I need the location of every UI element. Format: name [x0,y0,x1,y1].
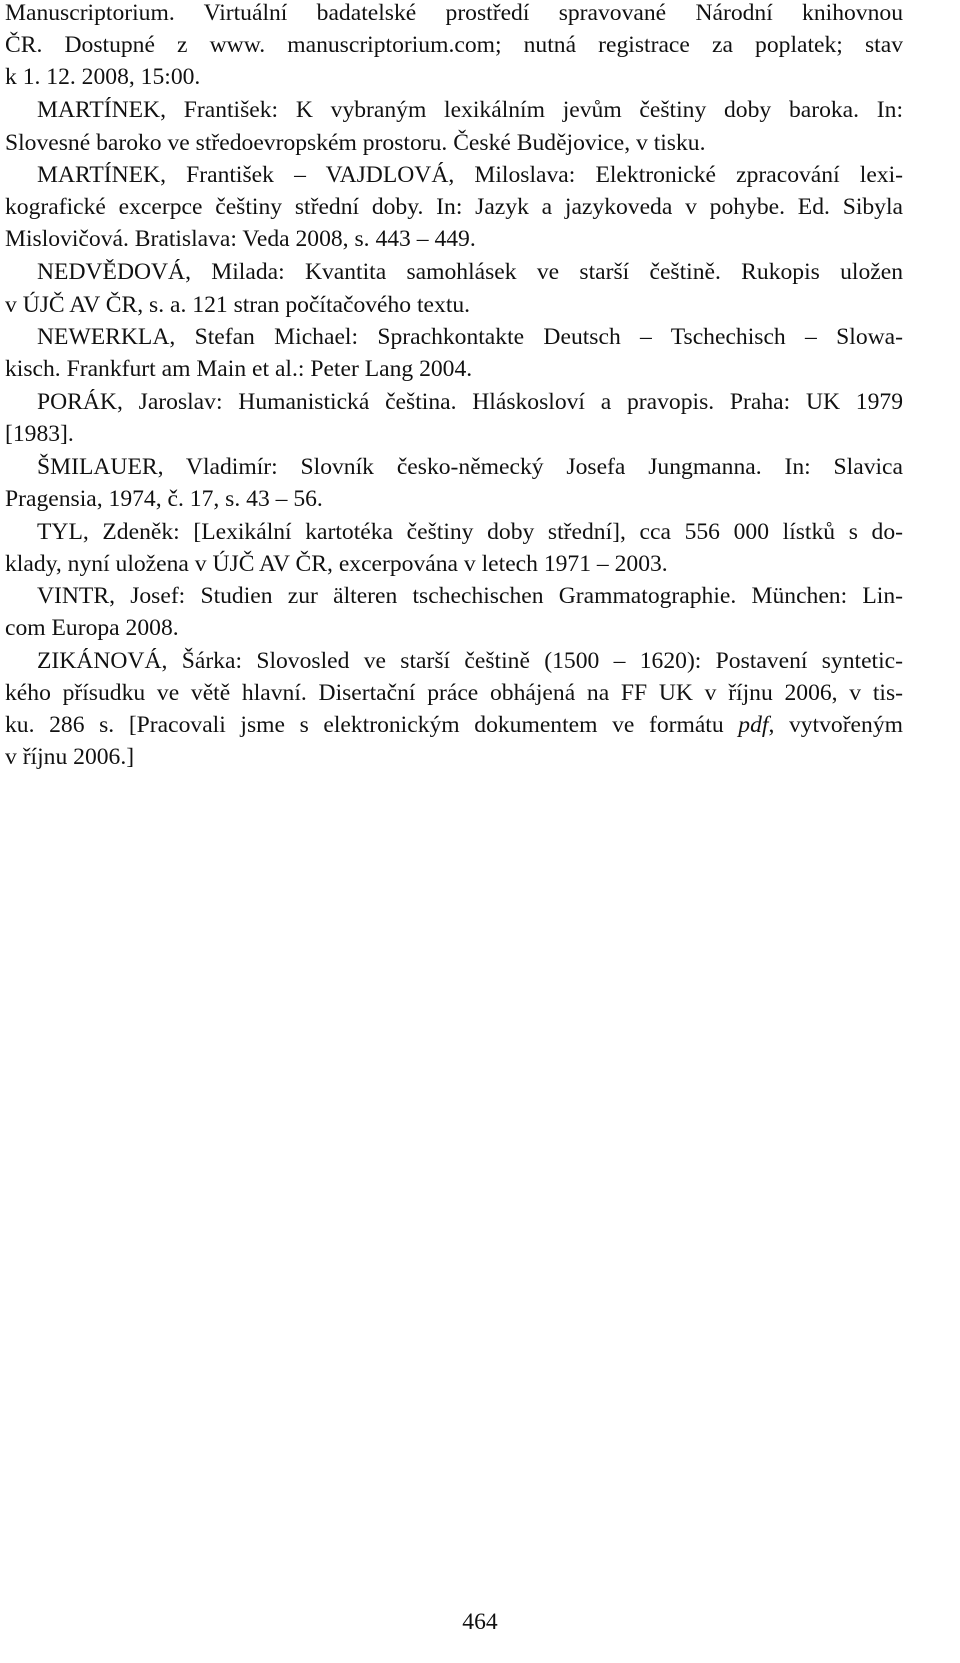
text-line: Slovesné baroko ve středoevropském prostoru. České Budějovice, v tisku. [5,130,706,156]
text-segment: , vytvořeným [768,712,903,738]
bib-entry-tyl: TYL, Zdeněk: [Lexikální kartotéka češtiny doby střední], cca 556 000 lístků s do- [37,519,903,545]
text-line: ČR. Dostupné z www. manuscriptorium.com; nutná registrace za poplatek; stav [5,32,903,58]
bib-entry-vintr: VINTR, Josef: Studien zur älteren tschechischen Grammatographie. München: Lin- [37,583,903,609]
text-line: Mislovičová. Bratislava: Veda 2008, s. 443 – 449. [5,226,476,252]
text-line: kého přísudku ve větě hlavní. Disertační práce obhájená na FF UK v říjnu 2006, v tis- [5,680,903,706]
text-line: v ÚJČ AV ČR, s. a. 121 stran počítačového textu. [5,292,471,318]
bib-entry-nedvedova: NEDVĚDOVÁ, Milada: Kvantita samohlásek ve starší češtině. Rukopis uložen [37,259,903,285]
text-line: Pragensia, 1974, č. 17, s. 43 – 56. [5,486,323,512]
italic-term-pdf: pdf [738,712,769,738]
bib-entry-zikanova: ZIKÁNOVÁ, Šárka: Slovosled ve starší češtině (1500 – 1620): Postavení syntetic- [37,648,903,674]
bib-entry-newerkla: NEWERKLA, Stefan Michael: Sprachkontakte Deutsch – Tschechisch – Slowa- [37,324,903,350]
text-segment: ku. 286 s. [Pracovali jsme s elektronickým dokumentem ve formátu [5,712,739,738]
text-line: k 1. 12. 2008, 15:00. [5,64,201,90]
text-line: v říjnu 2006.] [5,744,135,770]
page-number: 464 [462,1609,498,1635]
text-line-with-italic [5,709,903,741]
bib-entry-martinek-1: MARTÍNEK, František: K vybraným lexikálním jevům češtiny doby baroka. In: [37,97,903,123]
bib-entry-martinek-2: MARTÍNEK, František – VAJDLOVÁ, Miloslava: Elektronické zpracování lexi- [37,162,903,188]
text-line: klady, nyní uložena v ÚJČ AV ČR, excerpována v letech 1971 – 2003. [5,551,668,577]
text-line: com Europa 2008. [5,615,179,641]
text-line: Manuscriptorium. Virtuální badatelské prostředí spravované Národní knihovnou [5,0,903,26]
bib-entry-smilauer: ŠMILAUER, Vladimír: Slovník česko-německý Josefa Jungmanna. In: Slavica [37,454,903,480]
text-line: kisch. Frankfurt am Main et al.: Peter Lang 2004. [5,356,473,382]
text-line: [1983]. [5,421,74,447]
bib-entry-porak: PORÁK, Jaroslav: Humanistická čeština. Hláskosloví a pravopis. Praha: UK 1979 [37,389,903,415]
text-line: kografické excerpce češtiny střední doby. In: Jazyk a jazykoveda v pohybe. Ed. Sibyla [5,194,903,220]
